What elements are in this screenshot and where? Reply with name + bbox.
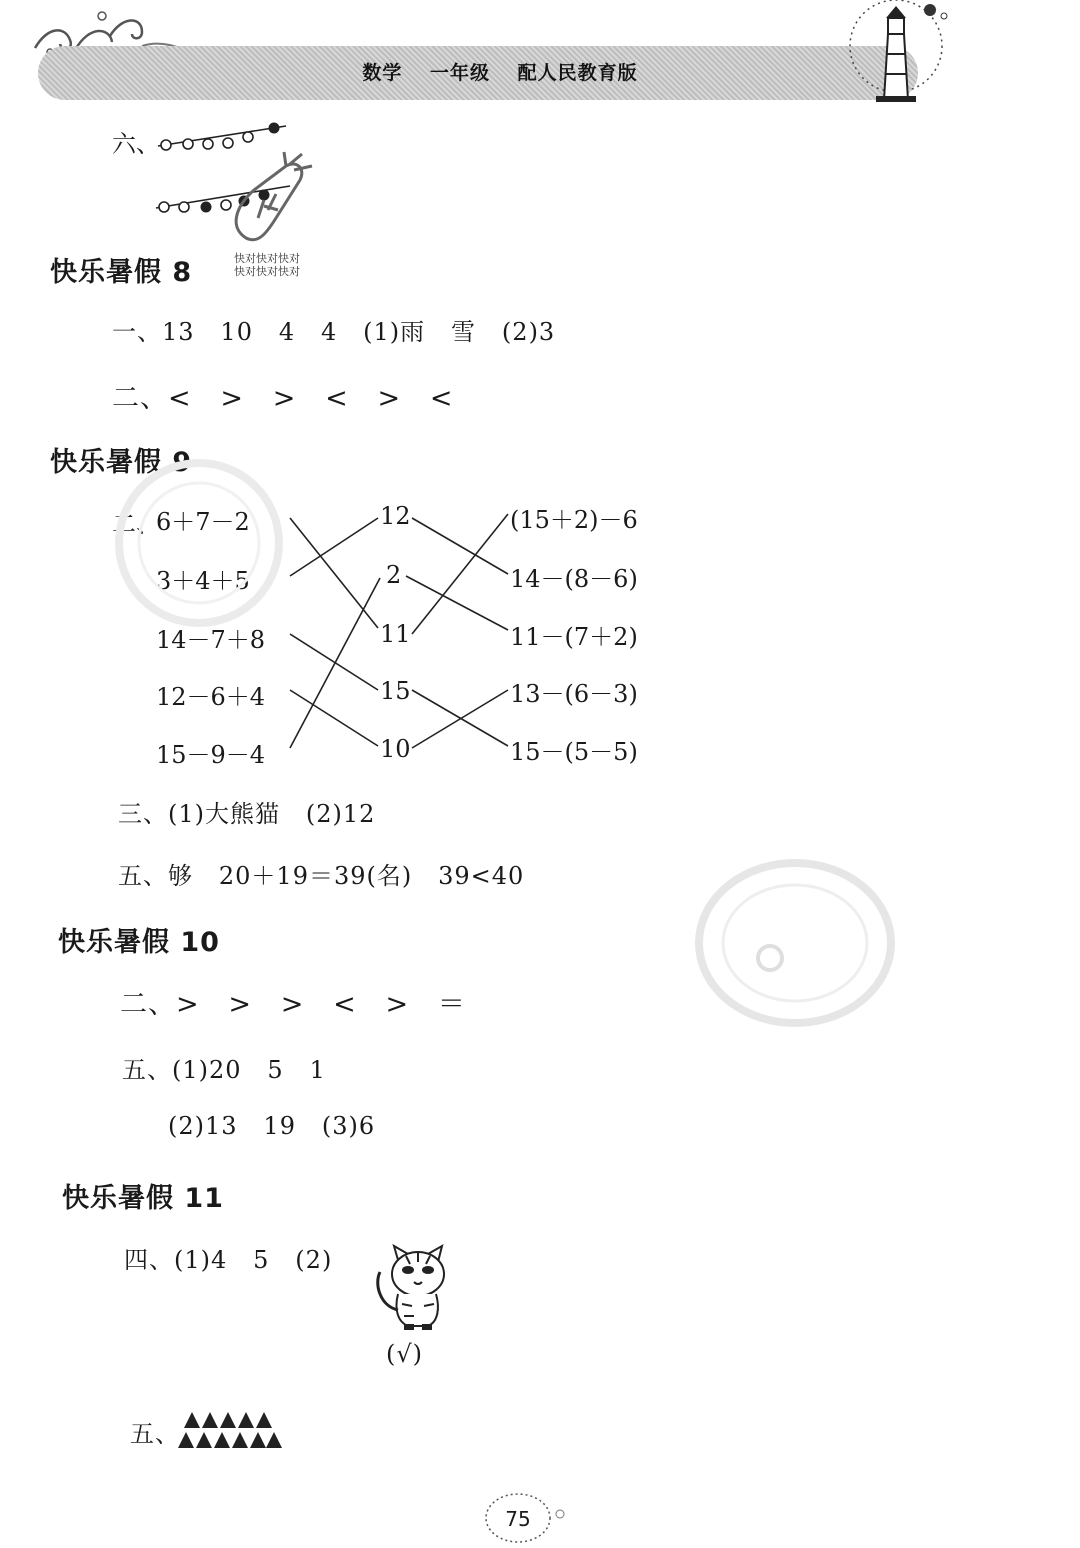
- answer-line: 二、< > > < > <: [112, 383, 454, 414]
- answer-line: 二、> > > < > ＝: [120, 989, 466, 1020]
- header-edition: 配人民教育版: [517, 62, 638, 84]
- watermark-stamp-icon: [690, 848, 900, 1038]
- answer-line: 一、13 10 4 4 (1)雨 雪 (2)3: [112, 318, 556, 346]
- left-expression: 14－7＋8: [156, 626, 266, 654]
- section-title-9: 快乐暑假 9: [50, 447, 193, 478]
- left-expression: 3＋4＋5: [156, 567, 250, 595]
- answer-line: 五、: [130, 1420, 180, 1448]
- triangle-mark: [196, 1432, 212, 1448]
- section-title-10: 快乐暑假 10: [58, 927, 220, 958]
- check-answer: (√): [386, 1340, 424, 1368]
- right-expression: 15－(5－5): [510, 738, 638, 766]
- left-expression: 12－6＋4: [156, 683, 266, 711]
- matching-label: 二、: [112, 510, 160, 538]
- tiger-cat-icon: [368, 1240, 458, 1332]
- triangle-mark: [184, 1412, 200, 1428]
- middle-value: 11: [380, 620, 411, 648]
- match-line: [412, 514, 508, 634]
- stamp-line-2: 快对快对快对: [234, 265, 300, 278]
- page-number: 75: [505, 1507, 531, 1531]
- answer-line: 三、(1)大熊猫 (2)12: [118, 800, 376, 828]
- match-line: [412, 518, 508, 574]
- right-expression: 14－(8－6): [510, 565, 638, 593]
- middle-value: 15: [380, 677, 411, 705]
- right-expression: 11－(7＋2): [510, 623, 638, 651]
- right-expression: (15＋2)－6: [510, 506, 638, 534]
- match-line: [290, 634, 378, 690]
- answer-line: (2)13 19 (3)6: [168, 1112, 376, 1140]
- match-line: [290, 690, 378, 746]
- triangle-mark: [220, 1412, 236, 1428]
- stamp-line-1: 快对快对快对: [234, 252, 300, 265]
- section-title-11: 快乐暑假 11: [62, 1183, 224, 1214]
- match-line: [290, 578, 380, 748]
- triangle-mark: [178, 1432, 194, 1448]
- answer-line: 五、够 20＋19＝39(名) 39<40: [118, 862, 525, 890]
- triangle-mark: [256, 1412, 272, 1428]
- triangle-mark: [238, 1412, 254, 1428]
- middle-value: 10: [380, 735, 411, 763]
- part6-label: 六、: [112, 130, 160, 158]
- triangle-mark: [214, 1432, 230, 1448]
- middle-value: 12: [380, 502, 411, 530]
- triangle-mark: [250, 1432, 266, 1448]
- triangle-pattern: [178, 1410, 282, 1452]
- match-line: [290, 518, 378, 576]
- section-title-8: 快乐暑假 8: [50, 257, 193, 288]
- triangle-mark: [202, 1412, 218, 1428]
- left-expression: 6＋7－2: [156, 508, 250, 536]
- triangle-mark: [266, 1432, 282, 1448]
- right-expression: 13－(6－3): [510, 680, 638, 708]
- triangle-mark: [232, 1432, 248, 1448]
- header-grade: 一年级: [429, 62, 490, 84]
- answer-line: 四、(1)4 5 (2): [124, 1246, 333, 1274]
- left-expression: 15－9－4: [156, 741, 266, 769]
- header-subject: 数学: [362, 62, 403, 84]
- middle-value: 2: [386, 561, 402, 589]
- watermark-stamp-icon: [104, 448, 294, 638]
- answer-line: 五、(1)20 5 1: [122, 1056, 326, 1084]
- match-line: [290, 518, 378, 628]
